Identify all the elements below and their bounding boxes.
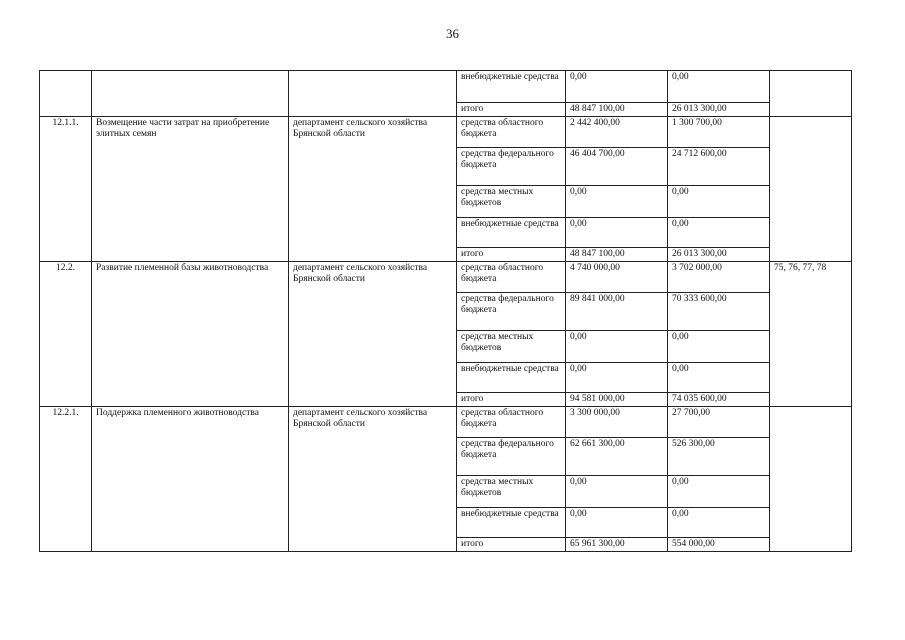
funding-source-cell: итого (457, 538, 566, 552)
amount-cell: 4 740 000,00 (566, 262, 668, 293)
amount-cell: 0,00 (566, 363, 668, 393)
funding-source-cell: итого (457, 393, 566, 407)
funding-source-cell: внебюджетные средства (457, 71, 566, 103)
indicators-cell (770, 71, 852, 117)
executor-cell: департамент сельского хозяйства Брянской области (289, 407, 457, 552)
item-name-cell: Развитие племенной базы животноводства (92, 262, 289, 407)
amount-cell: 89 841 000,00 (566, 293, 668, 331)
amount-cell: 70 333 600,00 (668, 293, 770, 331)
funding-source-cell: внебюджетные средства (457, 508, 566, 538)
funding-source-cell: средства федерального бюджета (457, 148, 566, 186)
executor-cell: департамент сельского хозяйства Брянской области (289, 117, 457, 262)
amount-cell: 27 700,00 (668, 407, 770, 438)
funding-source-cell: средства местных бюджетов (457, 331, 566, 363)
amount-cell: 26 013 300,00 (668, 103, 770, 117)
amount-cell: 0,00 (566, 186, 668, 218)
amount-cell: 26 013 300,00 (668, 248, 770, 262)
amount-cell: 46 404 700,00 (566, 148, 668, 186)
funding-source-cell: средства федерального бюджета (457, 438, 566, 476)
amount-cell: 0,00 (668, 508, 770, 538)
item-number-cell: 12.1.1. (40, 117, 92, 262)
table-row (40, 117, 852, 148)
amount-cell: 1 300 700,00 (668, 117, 770, 148)
executor-cell (289, 71, 457, 117)
amount-cell: 0,00 (566, 476, 668, 508)
table-row (40, 407, 852, 438)
amount-cell: 0,00 (668, 71, 770, 103)
amount-cell: 0,00 (668, 363, 770, 393)
item-number-cell (40, 71, 92, 117)
budget-table (39, 70, 852, 552)
table-row (40, 71, 852, 103)
funding-source-cell: внебюджетные средства (457, 363, 566, 393)
item-name-cell (92, 71, 289, 117)
amount-cell: 24 712 600,00 (668, 148, 770, 186)
item-name-cell: Поддержка племенного животноводства (92, 407, 289, 552)
amount-cell: 62 661 300,00 (566, 438, 668, 476)
amount-cell: 48 847 100,00 (566, 103, 668, 117)
funding-source-cell: внебюджетные средства (457, 218, 566, 248)
table-row (40, 262, 852, 293)
item-number-cell: 12.2. (40, 262, 92, 407)
amount-cell: 94 581 000,00 (566, 393, 668, 407)
amount-cell: 0,00 (566, 71, 668, 103)
amount-cell: 526 300,00 (668, 438, 770, 476)
amount-cell: 3 300 000,00 (566, 407, 668, 438)
amount-cell: 0,00 (566, 508, 668, 538)
item-name-cell: Возмещение части затрат на приобретение элитных семян (92, 117, 289, 262)
funding-source-cell: средства федерального бюджета (457, 293, 566, 331)
indicators-cell: 75, 76, 77, 78 (770, 262, 852, 407)
funding-source-cell: средства областного бюджета (457, 262, 566, 293)
amount-cell: 74 035 600,00 (668, 393, 770, 407)
amount-cell: 65 961 300,00 (566, 538, 668, 552)
amount-cell: 2 442 400,00 (566, 117, 668, 148)
indicators-cell (770, 407, 852, 552)
amount-cell: 0,00 (668, 186, 770, 218)
amount-cell: 3 702 000,00 (668, 262, 770, 293)
executor-cell: департамент сельского хозяйства Брянской области (289, 262, 457, 407)
item-number-cell: 12.2.1. (40, 407, 92, 552)
indicators-cell (770, 117, 852, 262)
page-number: 36 (446, 26, 459, 41)
amount-cell: 0,00 (566, 218, 668, 248)
funding-source-cell: средства областного бюджета (457, 407, 566, 438)
amount-cell: 0,00 (668, 218, 770, 248)
funding-source-cell: средства местных бюджетов (457, 476, 566, 508)
amount-cell: 0,00 (668, 331, 770, 363)
amount-cell: 0,00 (566, 331, 668, 363)
funding-source-cell: средства местных бюджетов (457, 186, 566, 218)
amount-cell: 0,00 (668, 476, 770, 508)
amount-cell: 554 000,00 (668, 538, 770, 552)
funding-source-cell: итого (457, 103, 566, 117)
amount-cell: 48 847 100,00 (566, 248, 668, 262)
funding-source-cell: средства областного бюджета (457, 117, 566, 148)
funding-source-cell: итого (457, 248, 566, 262)
